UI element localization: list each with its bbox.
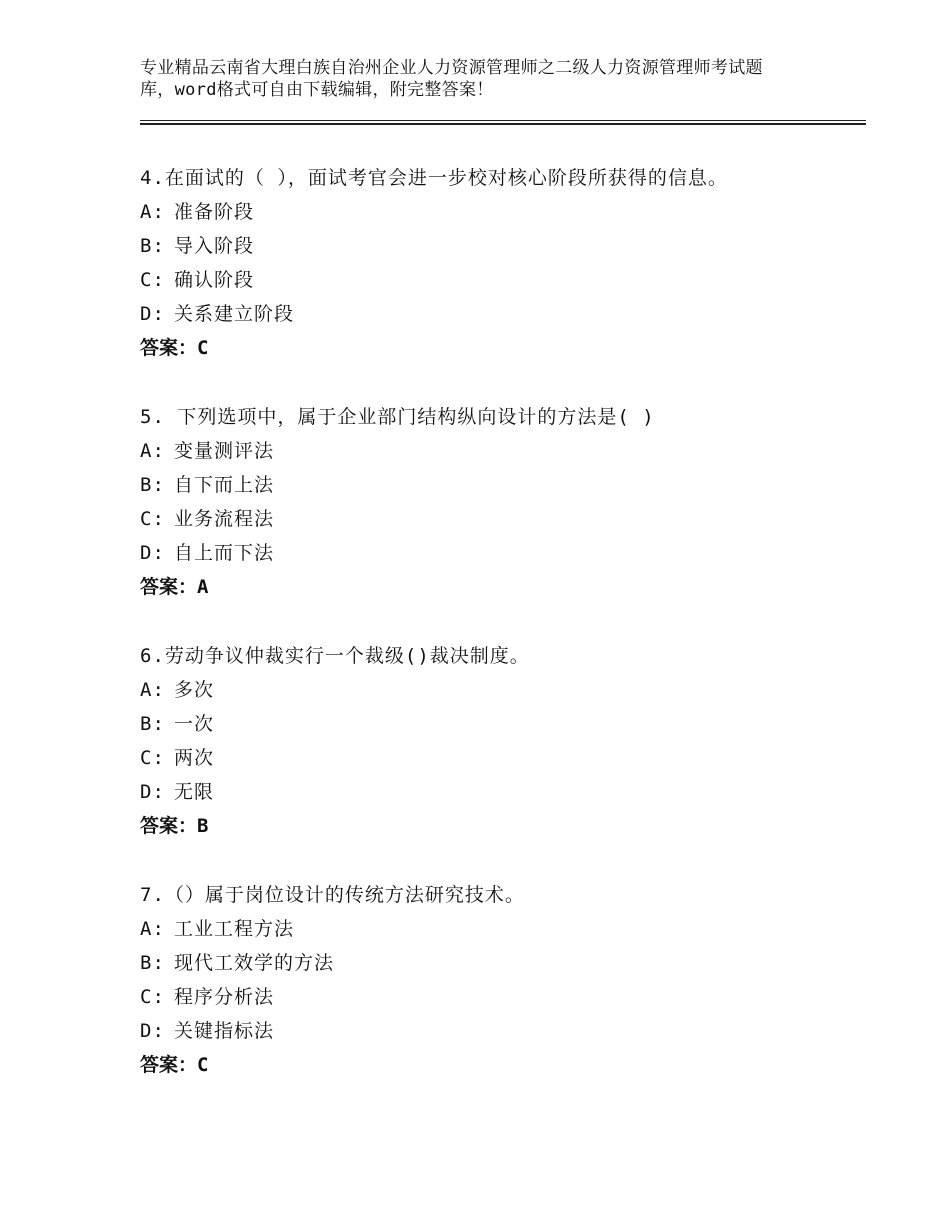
option-letter: D:: [140, 542, 165, 564]
header-title-line-1: 专业精品云南省大理白族自治州企业人力资源管理师之二级人力资源管理师考试题: [140, 58, 763, 78]
option-letter: C:: [140, 986, 165, 1008]
header-divider: [140, 120, 866, 125]
option-text: 程序分析法: [174, 986, 275, 1008]
answer-line: 答案：C: [140, 337, 209, 359]
option-a: [140, 912, 880, 946]
option-text: 工业工程方法: [174, 918, 295, 940]
option-b: [140, 229, 880, 263]
answer-line: 答案：C: [140, 1054, 209, 1076]
option-text: 两次: [174, 747, 215, 769]
option-text: 自上而下法: [174, 542, 275, 564]
document-header: [140, 57, 830, 101]
answer-line: 答案：B: [140, 815, 209, 837]
option-text: 一次: [174, 713, 215, 735]
option-letter: D:: [140, 781, 165, 803]
option-c: [140, 502, 880, 536]
option-b: [140, 946, 880, 980]
option-b: [140, 707, 880, 741]
option-text: 准备阶段: [174, 201, 255, 223]
question-text: 4.在面试的（ ），面试考官会进一步校对核心阶段所获得的信息。: [140, 167, 728, 189]
option-letter: A:: [140, 918, 165, 940]
option-d: [140, 1014, 880, 1048]
option-letter: B:: [140, 952, 165, 974]
option-letter: B:: [140, 474, 165, 496]
option-a: [140, 673, 880, 707]
answer-line: 答案：A: [140, 576, 209, 598]
option-letter: A:: [140, 440, 165, 462]
option-letter: C:: [140, 269, 165, 291]
option-a: [140, 434, 880, 468]
option-letter: D:: [140, 303, 165, 325]
question-block: [140, 400, 880, 604]
option-letter: B:: [140, 713, 165, 735]
option-letter: C:: [140, 508, 165, 530]
option-letter: B:: [140, 235, 165, 257]
option-b: [140, 468, 880, 502]
option-letter: D:: [140, 1020, 165, 1042]
option-text: 无限: [174, 781, 215, 803]
question-block: [140, 878, 880, 1082]
option-text: 自下而上法: [174, 474, 275, 496]
option-d: [140, 775, 880, 809]
option-letter: C:: [140, 747, 165, 769]
option-c: [140, 980, 880, 1014]
option-text: 现代工效学的方法: [174, 952, 335, 974]
option-a: [140, 195, 880, 229]
option-d: [140, 536, 880, 570]
header-title-line-2: 库，word格式可自由下载编辑，附完整答案！: [140, 80, 494, 100]
option-text: 确认阶段: [174, 269, 255, 291]
option-text: 多次: [174, 679, 215, 701]
question-text: 7.（）属于岗位设计的传统方法研究技术。: [140, 884, 525, 906]
option-text: 变量测评法: [174, 440, 275, 462]
question-text: 6.劳动争议仲裁实行一个裁级()裁决制度。: [140, 645, 530, 667]
option-text: 关系建立阶段: [174, 303, 295, 325]
question-block: [140, 161, 880, 365]
option-text: 导入阶段: [174, 235, 255, 257]
option-letter: A:: [140, 679, 165, 701]
option-text: 关键指标法: [174, 1020, 275, 1042]
option-c: [140, 263, 880, 297]
question-block: [140, 639, 880, 843]
option-c: [140, 741, 880, 775]
option-text: 业务流程法: [174, 508, 275, 530]
question-text: 5. 下列选项中，属于企业部门结构纵向设计的方法是( ): [140, 406, 655, 428]
option-letter: A:: [140, 201, 165, 223]
option-d: [140, 297, 880, 331]
